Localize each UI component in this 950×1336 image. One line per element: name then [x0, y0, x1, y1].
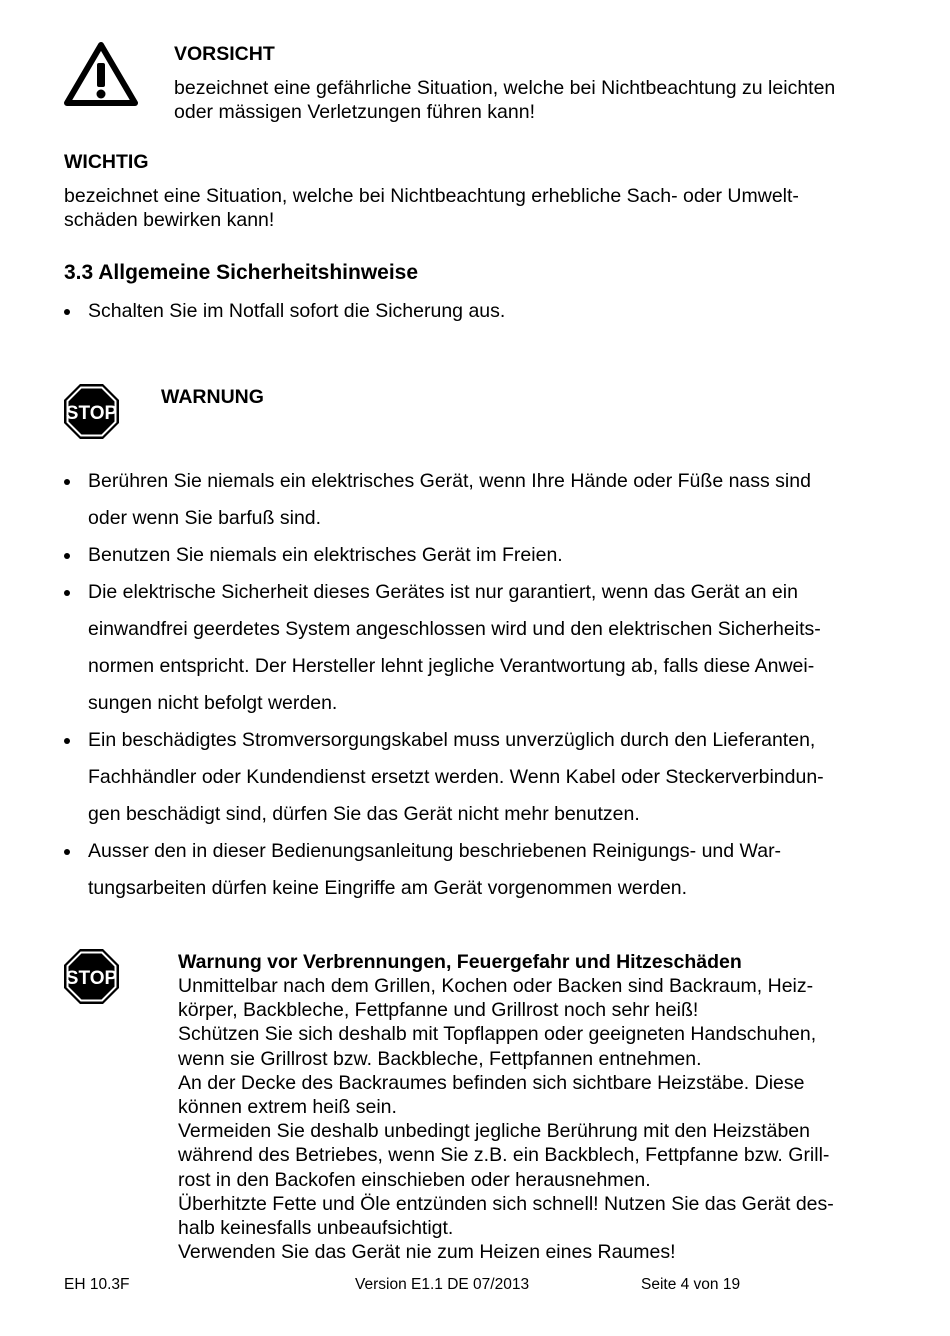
warning-bullet-list — [62, 463, 892, 907]
important-text: bezeichnet eine Situation, welche bei Nichtbeachtung erhebliche Sach- oder Umwelt- schäden bewirken kann! — [64, 185, 799, 231]
warning-triangle-icon — [64, 42, 138, 106]
list-item: Die elektrische Sicherheit dieses Gerätes ist nur garantiert, wenn das Gerät an ein einwandfrei geerdetes System angeschlossen wird und den elektrischen Sicherheits- normen entspricht. Der Hersteller lehnt jegliche Verantwortung ab, falls diese Anwei- sungen nicht befolgt werden. — [62, 574, 892, 722]
warning-title: WARNUNG — [161, 386, 264, 408]
stop-sign-icon — [63, 383, 120, 440]
svg-text:STOP: STOP — [65, 403, 118, 424]
section-heading: 3.3 Allgemeine Sicherheitshinweise — [64, 261, 419, 284]
svg-text:STOP: STOP — [65, 968, 118, 989]
list-item: Ausser den in dieser Bedienungsanleitung beschriebenen Reinigungs- und War- tungsarbeiten dürfen keine Eingriffe am Gerät vorgenommen werden. — [62, 833, 892, 907]
important-title: WICHTIG — [64, 151, 149, 173]
stop-sign-icon — [63, 948, 120, 1005]
footer-model: EH 10.3F — [64, 1276, 130, 1293]
burn-warning-text: Unmittelbar nach dem Grillen, Kochen oder Backen sind Backraum, Heiz- körper, Backbleche, Fettpfanne und Grillrost noch sehr heiß! Schützen Sie sich deshalb mit Topflappen oder geeigneten Handschuhen, wenn sie Grillrost bzw. Backbleche, Fettpfannen entnehmen. An der Decke des Backraumes befinden sich sichtbare Heizstäbe. Diese können extrem heiß sein. Vermeiden Sie deshalb unbedingt jegliche Berührung mit den Heizstäben während des Betriebes, wenn Sie z.B. ein Backblech, Fettpfanne bzw. Grill- rost in den Backofen einschieben oder herausnehmen. Überhitzte Fette und Öle entzünden sich schnell! Nutzen Sie das Gerät des- halb keinesfalls unbeaufsichtigt. Verwenden Sie das Gerät nie zum Heizen eines Raumes! — [178, 975, 834, 1264]
caution-title: VORSICHT — [174, 43, 275, 65]
footer-version: Version E1.1 DE 07/2013 — [355, 1276, 530, 1293]
list-item: Ein beschädigtes Stromversorgungskabel muss unverzüglich durch den Lieferanten, Fachhändler oder Kundendienst ersetzt werden. Wenn Kabel oder Steckerverbindun- gen beschädigt sind, dürfen Sie das Gerät nicht mehr benutzen. — [62, 722, 892, 833]
list-item: Schalten Sie im Notfall sofort die Sicherung aus. — [62, 293, 892, 330]
section-bullet-list — [62, 293, 892, 330]
caution-text: bezeichnet eine gefährliche Situation, welche bei Nichtbeachtung zu leichten oder mässigen Verletzungen führen kann! — [174, 77, 836, 123]
burn-warning-title: Warnung vor Verbrennungen, Feuergefahr und Hitzeschäden — [178, 951, 742, 973]
list-item: Benutzen Sie niemals ein elektrisches Gerät im Freien. — [62, 537, 892, 574]
footer-page-number: Seite 4 von 19 — [641, 1276, 741, 1293]
list-item: Berühren Sie niemals ein elektrisches Gerät, wenn Ihre Hände oder Füße nass sind oder wenn Sie barfuß sind. — [62, 463, 892, 537]
